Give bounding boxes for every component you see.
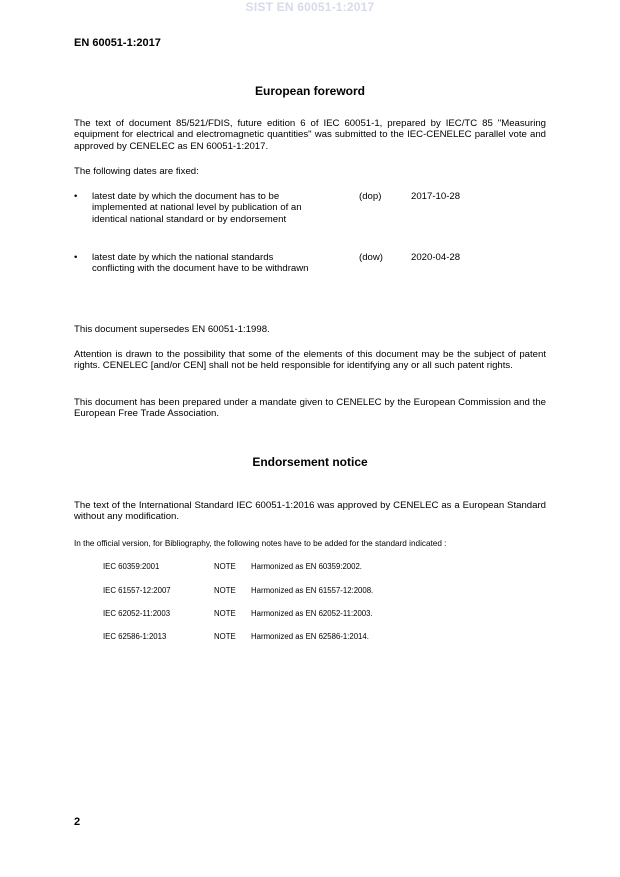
patent-statement: Attention is drawn to the possibility that some of the elements of this document may be the subject of patent rights. CENELEC [and/or CEN] shall not be held responsible for identifying any or all such patent rights.	[74, 349, 546, 372]
endorsement-title: Endorsement notice	[252, 455, 368, 469]
watermark: SIST EN 60051-1:2017	[245, 0, 375, 14]
date-item-text: latest date by which the national standards conflicting with the document have to be withdrawn	[92, 252, 309, 275]
supersedes-statement: This document supersedes EN 60051-1:1998.	[74, 324, 270, 335]
bibliography-note	[103, 632, 523, 644]
bibliography-note	[103, 609, 523, 621]
date-item-dow	[74, 252, 546, 302]
endorsement-text: The text of the International Standard IEC 60051-1:2016 was approved by CENELEC as a European Standard without any modification.	[74, 500, 546, 523]
bullet-marker: •	[74, 252, 78, 263]
foreword-intro: The text of document 85/521/FDIS, future edition 6 of IEC 60051-1, prepared by IEC/TC 85 "Measuring equipment for electrical and electromagnetic quantities" was submitted to the IEC-CENELEC parallel vote and approved by CENELEC as EN 60051-1:2017.	[74, 118, 546, 152]
mandate-statement: This document has been prepared under a mandate given to CENELEC by the European Commission and the European Free Trade Association.	[74, 397, 546, 420]
notes-intro: In the official version, for Bibliography, the following notes have to be added for the standard indicated :	[74, 539, 447, 548]
foreword-title: European foreword	[254, 84, 365, 98]
date-item-dop	[74, 191, 546, 241]
note-text: Harmonized as EN 62052-11:2003.	[251, 609, 373, 618]
note-standard: IEC 61557-12:2007	[103, 586, 171, 595]
dates-intro: The following dates are fixed:	[74, 166, 199, 177]
note-label: NOTE	[214, 609, 236, 618]
note-label: NOTE	[214, 562, 236, 571]
note-text: Harmonized as EN 62586-1:2014.	[251, 632, 369, 641]
note-text: Harmonized as EN 61557-12:2008.	[251, 586, 374, 595]
note-standard: IEC 62052-11:2003	[103, 609, 171, 618]
note-standard: IEC 60359:2001	[103, 562, 160, 571]
note-text: Harmonized as EN 60359:2002.	[251, 562, 362, 571]
note-label: NOTE	[214, 586, 236, 595]
note-label: NOTE	[214, 632, 236, 641]
document-id: EN 60051-1:2017	[74, 37, 161, 49]
bullet-marker: •	[74, 191, 78, 202]
date-item-text: latest date by which the document has to be implemented at national level by publication of an identical national standard or by endorsement	[92, 191, 302, 225]
date-item-date: 2020-04-28	[411, 252, 461, 263]
date-item-code: (dop)	[359, 191, 382, 202]
date-item-code: (dow)	[359, 252, 383, 263]
page-number: 2	[74, 816, 81, 828]
bibliography-note	[103, 562, 523, 574]
date-item-date: 2017-10-28	[411, 191, 461, 202]
bibliography-note	[103, 586, 523, 598]
note-standard: IEC 62586-1:2013	[103, 632, 167, 641]
